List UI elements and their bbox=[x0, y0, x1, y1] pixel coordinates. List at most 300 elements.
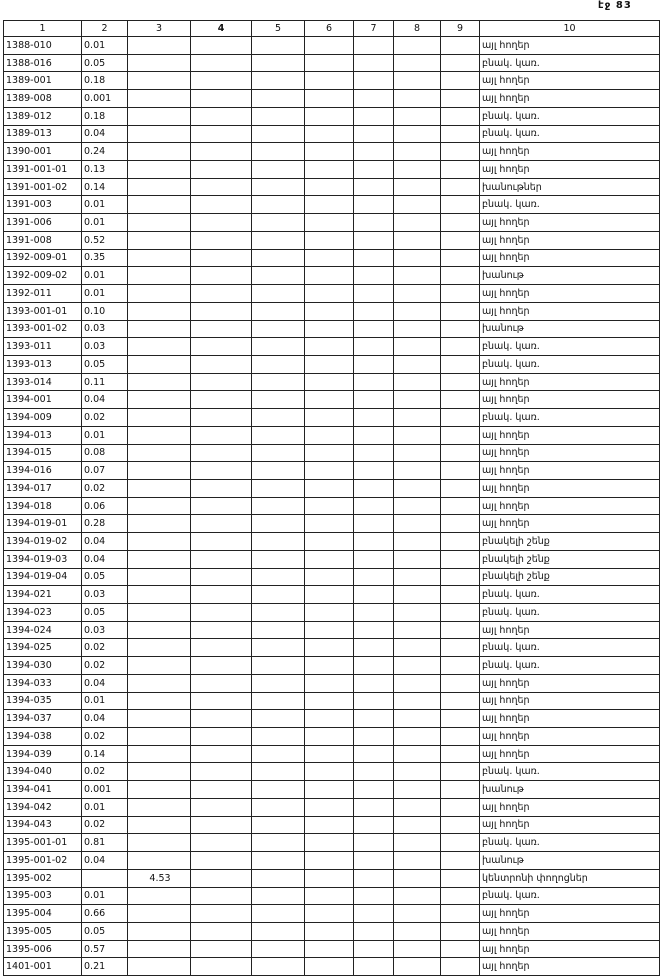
cell-col5 bbox=[252, 497, 305, 515]
cell-col3 bbox=[128, 639, 191, 657]
table-row bbox=[4, 267, 660, 285]
cell-col7 bbox=[354, 639, 394, 657]
cell-col6 bbox=[305, 657, 354, 675]
table-row bbox=[4, 72, 660, 90]
cell-col5 bbox=[252, 834, 305, 852]
table-row bbox=[4, 940, 660, 958]
cell-col9 bbox=[441, 338, 480, 356]
cell-col9 bbox=[441, 90, 480, 108]
cell-col4 bbox=[191, 267, 252, 285]
cell-col5 bbox=[252, 533, 305, 551]
cell-col8 bbox=[394, 338, 441, 356]
cell-col9 bbox=[441, 302, 480, 320]
column-header: 2 bbox=[82, 21, 128, 37]
cell-col6 bbox=[305, 550, 354, 568]
cell-col3 bbox=[128, 816, 191, 834]
cell-col6 bbox=[305, 568, 354, 586]
cell-col6 bbox=[305, 320, 354, 338]
cell-col8 bbox=[394, 462, 441, 480]
cell-col4 bbox=[191, 887, 252, 905]
cell-col3 bbox=[128, 90, 191, 108]
cell-col7 bbox=[354, 355, 394, 373]
cell-col5 bbox=[252, 958, 305, 976]
cell-col4 bbox=[191, 781, 252, 799]
cell-col9 bbox=[441, 586, 480, 604]
cell-code: 1391-003 bbox=[4, 196, 82, 214]
cell-col3 bbox=[128, 125, 191, 143]
cell-col6 bbox=[305, 533, 354, 551]
table-row bbox=[4, 922, 660, 940]
cell-col4 bbox=[191, 214, 252, 232]
cell-col9 bbox=[441, 940, 480, 958]
cell-col5 bbox=[252, 320, 305, 338]
cell-land-use: խանութ bbox=[480, 852, 660, 870]
table-row bbox=[4, 887, 660, 905]
cell-col7 bbox=[354, 90, 394, 108]
cell-col7 bbox=[354, 479, 394, 497]
cell-col9 bbox=[441, 444, 480, 462]
table-row bbox=[4, 409, 660, 427]
cell-col7 bbox=[354, 161, 394, 179]
table-row bbox=[4, 798, 660, 816]
cell-col5 bbox=[252, 479, 305, 497]
cell-col8 bbox=[394, 497, 441, 515]
cell-area: 0.18 bbox=[82, 107, 128, 125]
cell-col9 bbox=[441, 267, 480, 285]
cell-col7 bbox=[354, 905, 394, 923]
cell-col9 bbox=[441, 692, 480, 710]
cell-code: 1394-009 bbox=[4, 409, 82, 427]
table-row bbox=[4, 161, 660, 179]
cell-col6 bbox=[305, 816, 354, 834]
cell-col5 bbox=[252, 54, 305, 72]
cell-col5 bbox=[252, 373, 305, 391]
cell-col8 bbox=[394, 834, 441, 852]
cell-col7 bbox=[354, 444, 394, 462]
cell-col4 bbox=[191, 161, 252, 179]
cell-col5 bbox=[252, 692, 305, 710]
table-row bbox=[4, 125, 660, 143]
cell-area: 0.05 bbox=[82, 568, 128, 586]
cell-col7 bbox=[354, 231, 394, 249]
cell-col6 bbox=[305, 479, 354, 497]
cell-col9 bbox=[441, 515, 480, 533]
table-row bbox=[4, 373, 660, 391]
cell-code: 1392-009-01 bbox=[4, 249, 82, 267]
cell-col4 bbox=[191, 852, 252, 870]
cell-land-use: այլ հողեր bbox=[480, 249, 660, 267]
cell-land-use: այլ հողեր bbox=[480, 905, 660, 923]
table-row bbox=[4, 320, 660, 338]
cell-col9 bbox=[441, 621, 480, 639]
cell-area: 0.04 bbox=[82, 674, 128, 692]
cell-col3 bbox=[128, 37, 191, 55]
cell-code: 1394-019-02 bbox=[4, 533, 82, 551]
cell-col3 bbox=[128, 550, 191, 568]
cell-col6 bbox=[305, 781, 354, 799]
cell-code: 1393-014 bbox=[4, 373, 82, 391]
cell-land-use: այլ հողեր bbox=[480, 426, 660, 444]
column-header: 8 bbox=[394, 21, 441, 37]
cell-code: 1389-008 bbox=[4, 90, 82, 108]
cell-code: 1394-019-03 bbox=[4, 550, 82, 568]
cell-col4 bbox=[191, 586, 252, 604]
cell-code: 1394-023 bbox=[4, 604, 82, 622]
cell-col4 bbox=[191, 568, 252, 586]
cell-land-use: խանութ bbox=[480, 781, 660, 799]
cell-col7 bbox=[354, 143, 394, 161]
cell-code: 1394-025 bbox=[4, 639, 82, 657]
cell-land-use: բնակ. կառ. bbox=[480, 586, 660, 604]
cell-col9 bbox=[441, 550, 480, 568]
cell-col8 bbox=[394, 887, 441, 905]
cell-land-use: բնակ. կառ. bbox=[480, 107, 660, 125]
cell-col5 bbox=[252, 515, 305, 533]
cell-col6 bbox=[305, 267, 354, 285]
cell-col6 bbox=[305, 852, 354, 870]
cell-col8 bbox=[394, 37, 441, 55]
cell-col8 bbox=[394, 409, 441, 427]
cell-col7 bbox=[354, 214, 394, 232]
cell-col8 bbox=[394, 320, 441, 338]
cell-col4 bbox=[191, 426, 252, 444]
cell-col8 bbox=[394, 178, 441, 196]
table-row bbox=[4, 37, 660, 55]
cell-col3 bbox=[128, 373, 191, 391]
cell-col3 bbox=[128, 852, 191, 870]
cell-code: 1395-001-02 bbox=[4, 852, 82, 870]
cell-col4 bbox=[191, 338, 252, 356]
cell-area: 0.03 bbox=[82, 586, 128, 604]
table-row bbox=[4, 639, 660, 657]
table-row bbox=[4, 391, 660, 409]
cell-col3 bbox=[128, 285, 191, 303]
cell-col4 bbox=[191, 72, 252, 90]
cell-col8 bbox=[394, 657, 441, 675]
cell-col4 bbox=[191, 231, 252, 249]
cell-col7 bbox=[354, 497, 394, 515]
table-row bbox=[4, 515, 660, 533]
cell-col9 bbox=[441, 816, 480, 834]
cell-col4 bbox=[191, 37, 252, 55]
cell-col8 bbox=[394, 781, 441, 799]
cell-land-use: բնակելի շենք bbox=[480, 533, 660, 551]
cell-col5 bbox=[252, 621, 305, 639]
cell-col6 bbox=[305, 426, 354, 444]
cell-col6 bbox=[305, 710, 354, 728]
cell-col9 bbox=[441, 745, 480, 763]
cell-col3 bbox=[128, 834, 191, 852]
cell-code: 1389-013 bbox=[4, 125, 82, 143]
cell-land-use: բնակ. կառ. bbox=[480, 355, 660, 373]
cell-area: 0.11 bbox=[82, 373, 128, 391]
cell-land-use: խանութ bbox=[480, 267, 660, 285]
cell-col6 bbox=[305, 37, 354, 55]
cell-col9 bbox=[441, 710, 480, 728]
cell-col8 bbox=[394, 869, 441, 887]
cell-col5 bbox=[252, 409, 305, 427]
cell-col5 bbox=[252, 355, 305, 373]
cell-area: 0.05 bbox=[82, 355, 128, 373]
cell-code: 1395-004 bbox=[4, 905, 82, 923]
cell-col9 bbox=[441, 728, 480, 746]
cell-area: 0.05 bbox=[82, 604, 128, 622]
cell-col9 bbox=[441, 231, 480, 249]
cell-code: 1391-006 bbox=[4, 214, 82, 232]
cell-col9 bbox=[441, 533, 480, 551]
cell-col3 bbox=[128, 604, 191, 622]
cell-code: 1390-001 bbox=[4, 143, 82, 161]
cell-col5 bbox=[252, 90, 305, 108]
cell-col7 bbox=[354, 922, 394, 940]
cell-area: 0.01 bbox=[82, 267, 128, 285]
cell-col6 bbox=[305, 905, 354, 923]
cell-col7 bbox=[354, 37, 394, 55]
cell-col5 bbox=[252, 798, 305, 816]
column-header: 6 bbox=[305, 21, 354, 37]
cell-col7 bbox=[354, 426, 394, 444]
cell-land-use: այլ հողեր bbox=[480, 710, 660, 728]
cell-land-use: այլ հողեր bbox=[480, 302, 660, 320]
cell-code: 1392-009-02 bbox=[4, 267, 82, 285]
cell-col7 bbox=[354, 834, 394, 852]
cell-col3 bbox=[128, 497, 191, 515]
cell-col5 bbox=[252, 231, 305, 249]
cell-col6 bbox=[305, 196, 354, 214]
cell-col4 bbox=[191, 710, 252, 728]
cell-code: 1391-001-02 bbox=[4, 178, 82, 196]
cell-land-use: այլ հողեր bbox=[480, 444, 660, 462]
cell-code: 1395-003 bbox=[4, 887, 82, 905]
cell-col8 bbox=[394, 515, 441, 533]
cell-code: 1401-001 bbox=[4, 958, 82, 976]
cell-col5 bbox=[252, 905, 305, 923]
cell-land-use: այլ հողեր bbox=[480, 161, 660, 179]
cell-col5 bbox=[252, 745, 305, 763]
cell-col9 bbox=[441, 285, 480, 303]
cell-code: 1394-041 bbox=[4, 781, 82, 799]
table-row bbox=[4, 781, 660, 799]
cell-land-use: այլ հողեր bbox=[480, 621, 660, 639]
cell-col4 bbox=[191, 674, 252, 692]
cell-land-use: այլ հողեր bbox=[480, 958, 660, 976]
cell-area bbox=[82, 869, 128, 887]
cell-land-use: այլ հողեր bbox=[480, 692, 660, 710]
cell-col6 bbox=[305, 161, 354, 179]
cell-col5 bbox=[252, 852, 305, 870]
cell-col8 bbox=[394, 426, 441, 444]
table-row bbox=[4, 692, 660, 710]
cell-col5 bbox=[252, 444, 305, 462]
cell-col6 bbox=[305, 373, 354, 391]
cell-col4 bbox=[191, 763, 252, 781]
cell-col3 bbox=[128, 355, 191, 373]
cell-area: 0.02 bbox=[82, 816, 128, 834]
cell-col8 bbox=[394, 143, 441, 161]
cell-area: 0.02 bbox=[82, 657, 128, 675]
cell-land-use: այլ հողեր bbox=[480, 231, 660, 249]
cell-col5 bbox=[252, 710, 305, 728]
cell-col6 bbox=[305, 125, 354, 143]
cell-land-use: բնակ. կառ. bbox=[480, 639, 660, 657]
cell-col3 bbox=[128, 267, 191, 285]
cell-col4 bbox=[191, 391, 252, 409]
cell-land-use: այլ հողեր bbox=[480, 674, 660, 692]
cell-code: 1395-005 bbox=[4, 922, 82, 940]
cell-land-use: այլ հողեր bbox=[480, 285, 660, 303]
cell-col6 bbox=[305, 834, 354, 852]
cell-area: 0.02 bbox=[82, 728, 128, 746]
cell-col5 bbox=[252, 604, 305, 622]
cell-land-use: այլ հողեր bbox=[480, 798, 660, 816]
cell-area: 0.02 bbox=[82, 639, 128, 657]
cell-col9 bbox=[441, 922, 480, 940]
table-row bbox=[4, 107, 660, 125]
cell-area: 0.04 bbox=[82, 125, 128, 143]
cell-col6 bbox=[305, 692, 354, 710]
table-row bbox=[4, 355, 660, 373]
cell-col3 bbox=[128, 426, 191, 444]
cell-col4 bbox=[191, 692, 252, 710]
cell-col4 bbox=[191, 373, 252, 391]
cell-col8 bbox=[394, 444, 441, 462]
cell-col3 bbox=[128, 444, 191, 462]
table-row bbox=[4, 745, 660, 763]
cell-col8 bbox=[394, 922, 441, 940]
cell-col9 bbox=[441, 214, 480, 232]
cell-col3 bbox=[128, 107, 191, 125]
cell-col4 bbox=[191, 745, 252, 763]
cell-code: 1388-010 bbox=[4, 37, 82, 55]
cell-col8 bbox=[394, 373, 441, 391]
cell-col4 bbox=[191, 479, 252, 497]
cell-col5 bbox=[252, 426, 305, 444]
cell-area: 0.21 bbox=[82, 958, 128, 976]
cell-area: 0.24 bbox=[82, 143, 128, 161]
cell-land-use: բնակ. կառ. bbox=[480, 338, 660, 356]
cell-col5 bbox=[252, 674, 305, 692]
cell-land-use: խանութ bbox=[480, 320, 660, 338]
cell-col8 bbox=[394, 249, 441, 267]
cell-col9 bbox=[441, 657, 480, 675]
cell-col4 bbox=[191, 178, 252, 196]
cell-col4 bbox=[191, 922, 252, 940]
cell-col8 bbox=[394, 161, 441, 179]
cell-col6 bbox=[305, 497, 354, 515]
cell-col5 bbox=[252, 568, 305, 586]
cell-area: 0.07 bbox=[82, 462, 128, 480]
cell-land-use: այլ հողեր bbox=[480, 922, 660, 940]
cell-col6 bbox=[305, 639, 354, 657]
cell-col5 bbox=[252, 249, 305, 267]
cell-area: 0.04 bbox=[82, 533, 128, 551]
cell-area: 0.02 bbox=[82, 479, 128, 497]
cell-col7 bbox=[354, 568, 394, 586]
cell-area: 0.14 bbox=[82, 745, 128, 763]
cell-col3 bbox=[128, 302, 191, 320]
cell-col8 bbox=[394, 905, 441, 923]
cell-area: 0.52 bbox=[82, 231, 128, 249]
cell-code: 1393-013 bbox=[4, 355, 82, 373]
cell-area: 0.14 bbox=[82, 178, 128, 196]
cell-col7 bbox=[354, 107, 394, 125]
cell-col7 bbox=[354, 72, 394, 90]
table-row bbox=[4, 426, 660, 444]
cell-col5 bbox=[252, 887, 305, 905]
cell-col3 bbox=[128, 657, 191, 675]
cell-col7 bbox=[354, 798, 394, 816]
cell-col5 bbox=[252, 285, 305, 303]
cell-col6 bbox=[305, 462, 354, 480]
cell-col8 bbox=[394, 604, 441, 622]
table-row bbox=[4, 231, 660, 249]
cell-col4 bbox=[191, 302, 252, 320]
cell-col4 bbox=[191, 816, 252, 834]
table-row bbox=[4, 568, 660, 586]
cell-col5 bbox=[252, 657, 305, 675]
page-number: էջ 83 bbox=[598, 0, 632, 11]
cell-land-use: այլ հողեր bbox=[480, 497, 660, 515]
cell-col6 bbox=[305, 515, 354, 533]
cell-land-use: բնակ. կառ. bbox=[480, 409, 660, 427]
cell-col7 bbox=[354, 728, 394, 746]
cell-col8 bbox=[394, 745, 441, 763]
cell-col8 bbox=[394, 586, 441, 604]
cell-col3 bbox=[128, 409, 191, 427]
cell-col8 bbox=[394, 231, 441, 249]
cell-col3 bbox=[128, 214, 191, 232]
cell-col6 bbox=[305, 90, 354, 108]
cell-col7 bbox=[354, 178, 394, 196]
cell-col5 bbox=[252, 143, 305, 161]
cell-col5 bbox=[252, 267, 305, 285]
cell-area: 0.04 bbox=[82, 710, 128, 728]
cell-col3 bbox=[128, 586, 191, 604]
cell-col5 bbox=[252, 639, 305, 657]
cell-col3 bbox=[128, 320, 191, 338]
cell-col3 bbox=[128, 196, 191, 214]
cell-col8 bbox=[394, 816, 441, 834]
table-row bbox=[4, 674, 660, 692]
cell-col8 bbox=[394, 533, 441, 551]
cell-col3 bbox=[128, 887, 191, 905]
cell-col3 bbox=[128, 674, 191, 692]
cell-col4 bbox=[191, 409, 252, 427]
cell-col9 bbox=[441, 196, 480, 214]
cell-land-use: այլ հողեր bbox=[480, 515, 660, 533]
cell-land-use: բնակ. կառ. bbox=[480, 657, 660, 675]
cell-col3 bbox=[128, 338, 191, 356]
cell-code: 1394-019-01 bbox=[4, 515, 82, 533]
cell-col7 bbox=[354, 125, 394, 143]
cell-col9 bbox=[441, 143, 480, 161]
cell-col7 bbox=[354, 515, 394, 533]
cell-col6 bbox=[305, 285, 354, 303]
cell-col6 bbox=[305, 869, 354, 887]
cell-col9 bbox=[441, 604, 480, 622]
cell-col6 bbox=[305, 763, 354, 781]
cell-col7 bbox=[354, 763, 394, 781]
cell-col8 bbox=[394, 550, 441, 568]
cell-area: 0.18 bbox=[82, 72, 128, 90]
column-header: 4 bbox=[191, 21, 252, 37]
cell-col4 bbox=[191, 798, 252, 816]
cell-code: 1394-024 bbox=[4, 621, 82, 639]
cell-col8 bbox=[394, 72, 441, 90]
table-row bbox=[4, 90, 660, 108]
table-row bbox=[4, 196, 660, 214]
cell-col8 bbox=[394, 674, 441, 692]
